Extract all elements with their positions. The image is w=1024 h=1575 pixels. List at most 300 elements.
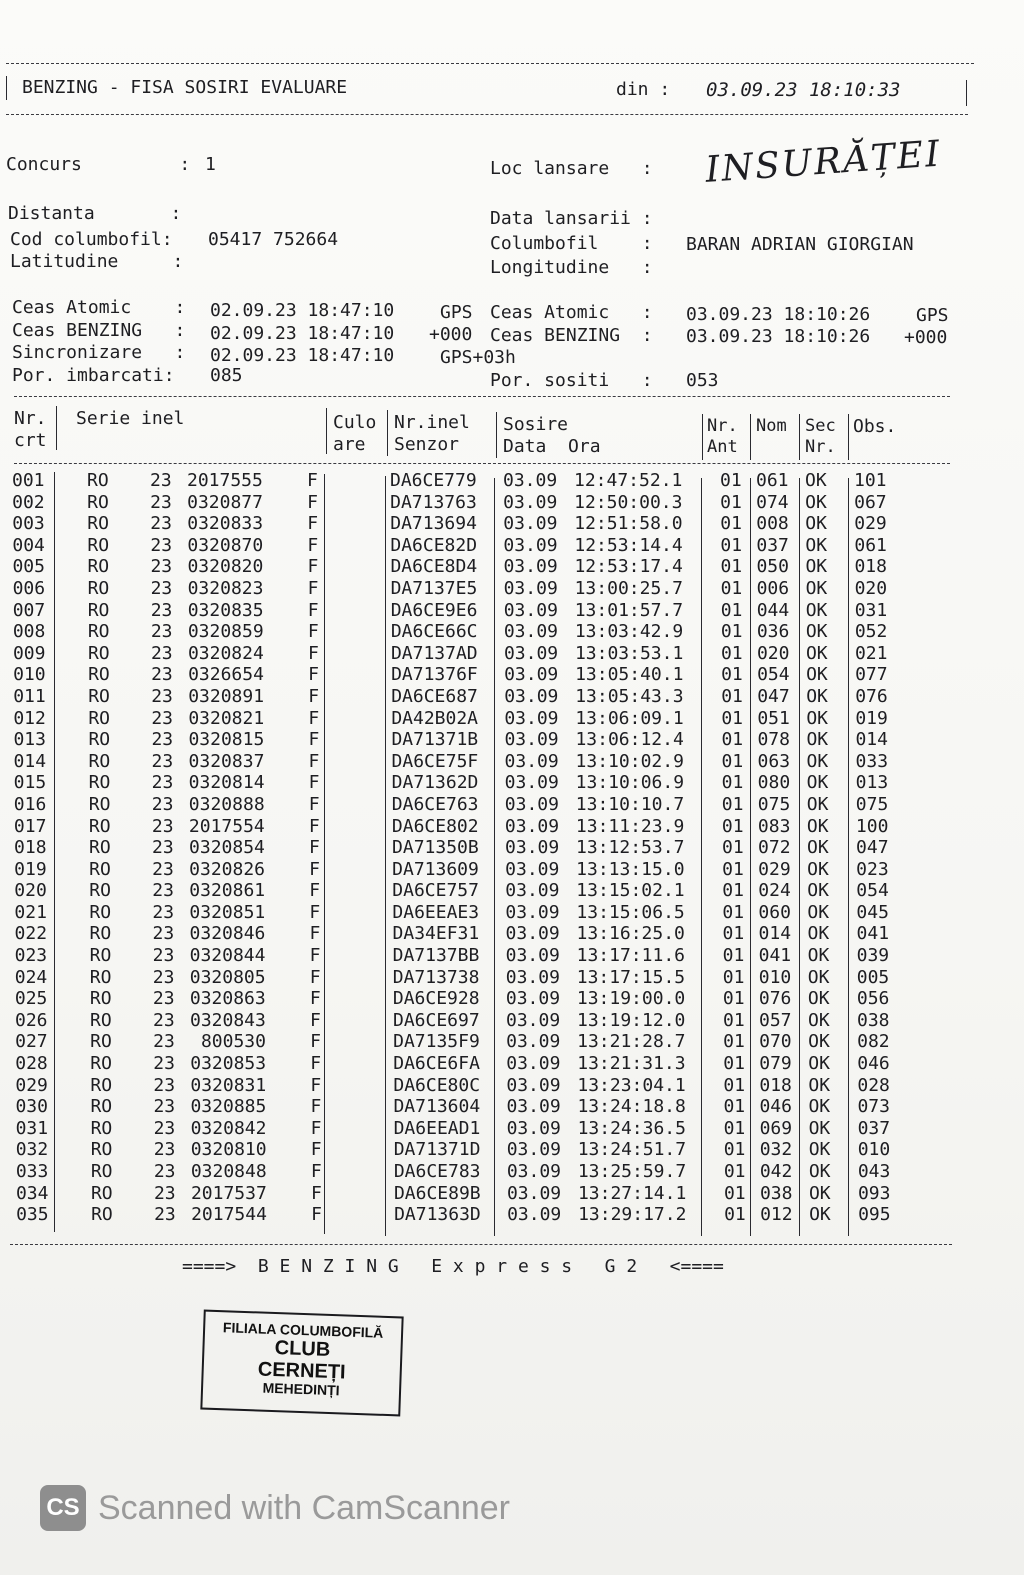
row-date: 03.09 <box>506 1161 562 1182</box>
row-date: 03.09 <box>506 1074 561 1096</box>
row-country: RO <box>88 729 111 751</box>
ceas-atomic-suffix: GPS <box>440 302 473 323</box>
row-sec: OK <box>807 880 829 902</box>
col-nrant-header-1: Nr. <box>707 416 738 436</box>
row-country: RO <box>87 577 110 599</box>
row-sex: F <box>307 642 319 664</box>
stamp-line-1: FILIALA COLUMBOFILĂ <box>222 1319 384 1341</box>
row-time: 13:21:28.7 <box>577 1031 686 1053</box>
row-antenna: 01 <box>722 966 745 988</box>
row-sensor: DA6CE89B <box>393 1182 481 1204</box>
row-year: 23 <box>150 577 173 599</box>
row-time: 13:06:09.1 <box>575 707 684 729</box>
row-sex: F <box>307 556 319 578</box>
row-year: 23 <box>153 1139 176 1161</box>
row-year: 23 <box>151 772 174 794</box>
stamp-line-2: CLUB <box>274 1337 331 1362</box>
row-antenna: 01 <box>723 1096 746 1118</box>
row-date: 03.09 <box>503 577 558 599</box>
row-ring: 0320854 <box>189 837 265 859</box>
row-year: 23 <box>153 1074 176 1096</box>
row-nom: 047 <box>757 685 790 707</box>
row-nom: 063 <box>757 750 791 772</box>
row-antenna: 01 <box>723 1117 746 1139</box>
table-row <box>0 492 1024 514</box>
row-country: RO <box>88 685 110 707</box>
row-sex: F <box>307 534 319 556</box>
sincronizare-label: Sincronizare : <box>12 342 186 363</box>
row-nr: 008 <box>12 621 46 643</box>
row-nom: 029 <box>758 858 791 880</box>
row-obs: 075 <box>855 793 889 815</box>
row-year: 23 <box>151 729 174 751</box>
row-obs: 095 <box>858 1204 891 1226</box>
row-ring: 0320851 <box>189 901 266 923</box>
row-sec: OK <box>808 1031 830 1053</box>
row-nr: 021 <box>14 901 47 923</box>
row-ring: 2017544 <box>191 1204 267 1226</box>
row-obs: 082 <box>857 1031 890 1053</box>
row-nr: 009 <box>12 642 46 664</box>
row-country: RO <box>87 599 110 621</box>
row-sensor: DA34EF31 <box>392 923 480 945</box>
row-sensor: DA71371D <box>393 1139 481 1161</box>
report-date-label: din : <box>616 79 671 100</box>
table-top-rule <box>14 396 950 397</box>
table-row <box>0 578 1024 600</box>
row-obs: 054 <box>856 880 889 902</box>
col-sec-header-1: Sec <box>805 416 836 436</box>
row-country: RO <box>90 1161 113 1182</box>
row-date: 03.09 <box>505 858 560 880</box>
table-row <box>0 470 1024 492</box>
row-time: 13:06:12.4 <box>575 729 684 751</box>
row-sex: F <box>310 1096 322 1118</box>
row-antenna: 01 <box>722 923 745 945</box>
row-antenna: 01 <box>721 664 743 686</box>
col-sep <box>750 414 751 460</box>
table-row <box>0 1183 1024 1205</box>
row-date: 03.09 <box>504 750 559 772</box>
row-obs: 073 <box>857 1096 890 1118</box>
row-sec: OK <box>808 1096 831 1118</box>
stamp-line-3: CERNEȚI <box>257 1358 346 1384</box>
club-stamp <box>200 1310 403 1417</box>
col-sep <box>702 414 703 460</box>
row-time: 13:10:02.9 <box>575 750 684 772</box>
row-obs: 077 <box>855 664 888 686</box>
row-sec: OK <box>809 1204 831 1226</box>
row-sec: OK <box>805 556 828 578</box>
row-time: 13:17:11.6 <box>576 945 685 967</box>
col-sosire-header-2: Data Ora <box>503 436 601 457</box>
row-country: RO <box>90 1139 113 1161</box>
col-sep <box>56 406 57 450</box>
por-imbarcati-label: Por. imbarcati: <box>12 365 175 386</box>
row-country: RO <box>89 945 112 967</box>
row-obs: 010 <box>857 1139 891 1161</box>
row-date: 03.09 <box>504 707 559 729</box>
distanta-label: Distanta : <box>8 203 182 224</box>
por-sositi-label: Por. sositi : <box>490 370 653 391</box>
row-nom: 061 <box>756 470 789 491</box>
row-antenna: 01 <box>722 945 745 967</box>
row-country: RO <box>87 556 110 578</box>
row-obs: 019 <box>855 707 888 729</box>
row-sec: OK <box>805 577 828 599</box>
row-ring: 0320815 <box>188 729 265 751</box>
row-sensor: DA71371B <box>391 729 479 751</box>
row-year: 23 <box>152 966 175 988</box>
row-obs: 037 <box>857 1117 891 1139</box>
row-nom: 008 <box>756 513 789 535</box>
row-sex: F <box>307 491 318 513</box>
row-ring: 0320842 <box>190 1117 267 1139</box>
row-sec: OK <box>805 491 827 513</box>
row-nr: 005 <box>12 556 45 578</box>
row-antenna: 01 <box>723 1053 745 1075</box>
row-sex: F <box>309 988 321 1010</box>
por-imbarcati-value: 085 <box>210 365 243 386</box>
row-date: 03.09 <box>503 599 558 621</box>
row-year: 23 <box>153 1009 175 1031</box>
row-sec: OK <box>808 1161 831 1182</box>
row-sec: OK <box>807 901 830 923</box>
row-year: 23 <box>153 1096 176 1118</box>
row-nr: 027 <box>15 1031 48 1053</box>
row-year: 23 <box>153 1182 176 1204</box>
row-obs: 045 <box>856 901 889 923</box>
loc-lansare-label: Loc lansare : <box>490 158 653 179</box>
row-obs: 041 <box>856 923 890 945</box>
row-date: 03.09 <box>506 1031 561 1053</box>
ceas-benzing-2-label: Ceas BENZING : <box>490 325 653 346</box>
row-country: RO <box>90 1182 113 1204</box>
row-country: RO <box>90 1031 112 1053</box>
table-row <box>0 1118 1024 1140</box>
row-sex: F <box>310 1161 322 1182</box>
row-year: 23 <box>151 685 173 707</box>
table-row <box>0 923 1024 945</box>
row-time: 12:53:17.4 <box>574 556 683 578</box>
row-obs: 013 <box>855 772 889 794</box>
row-sensor: DA713763 <box>390 491 477 513</box>
row-nom: 010 <box>758 966 792 988</box>
row-sex: F <box>309 901 321 923</box>
row-ring: 0320861 <box>189 880 266 902</box>
row-nom: 020 <box>756 642 790 664</box>
row-obs: 047 <box>856 837 889 859</box>
longitudine-label: Longitudine : <box>490 257 653 278</box>
col-sep <box>387 410 388 456</box>
row-country: RO <box>88 707 110 729</box>
row-nom: 078 <box>757 729 790 751</box>
row-nom: 042 <box>759 1161 793 1182</box>
row-nr: 025 <box>14 988 48 1010</box>
row-year: 23 <box>152 923 175 945</box>
row-sensor: DA6EEAD1 <box>393 1117 481 1139</box>
row-sec: OK <box>808 1074 831 1096</box>
col-sep <box>848 414 849 460</box>
row-antenna: 01 <box>721 772 744 794</box>
table-row <box>0 1096 1024 1118</box>
row-antenna: 01 <box>723 1182 746 1204</box>
row-nom: 050 <box>756 556 789 578</box>
row-sec: OK <box>806 772 829 794</box>
row-ring: 0320846 <box>189 923 266 945</box>
row-sex: F <box>309 966 321 988</box>
row-date: 03.09 <box>506 1053 561 1075</box>
row-sec: OK <box>808 1053 830 1075</box>
row-nr: 004 <box>12 534 45 556</box>
row-time: 12:53:14.4 <box>574 534 683 556</box>
row-year: 23 <box>151 793 174 815</box>
sincronizare-value: 02.09.23 18:47:10 <box>210 345 395 366</box>
row-sec: OK <box>805 642 828 664</box>
row-antenna: 01 <box>722 858 744 880</box>
col-nr-header-1: Nr. <box>14 408 47 429</box>
row-sec: OK <box>806 750 829 772</box>
row-ring: 0320831 <box>190 1074 267 1096</box>
table-row <box>0 621 1024 643</box>
row-sex: F <box>307 513 319 535</box>
row-obs: 018 <box>854 556 887 578</box>
row-nr: 001 <box>12 470 45 491</box>
row-antenna: 01 <box>720 599 743 621</box>
row-nom: 051 <box>757 707 790 729</box>
benzing-express-footer: ====> B E N Z I N G E x p r e s s G 2 <==== <box>182 1256 724 1277</box>
row-nom: 012 <box>760 1204 793 1226</box>
row-time: 13:19:12.0 <box>577 1009 686 1031</box>
row-country: RO <box>90 1117 113 1139</box>
row-country: RO <box>87 621 110 643</box>
header-right-bar <box>966 80 967 106</box>
row-nr: 010 <box>13 664 46 686</box>
row-time: 13:05:40.1 <box>575 664 684 686</box>
row-antenna: 01 <box>720 491 742 513</box>
row-sex: F <box>310 1182 322 1204</box>
row-time: 13:12:53.7 <box>576 837 685 859</box>
row-date: 03.09 <box>505 880 560 902</box>
row-date: 03.09 <box>505 945 560 967</box>
row-country: RO <box>88 664 110 686</box>
row-nr: 007 <box>12 599 46 621</box>
row-sensor: DA6CE779 <box>390 470 477 491</box>
row-nr: 030 <box>15 1096 48 1118</box>
col-sep <box>799 414 800 460</box>
row-sensor: DA6CE928 <box>392 988 480 1010</box>
row-country: RO <box>87 470 109 491</box>
row-obs: 020 <box>854 577 888 599</box>
row-country: RO <box>89 966 112 988</box>
row-nr: 002 <box>12 491 45 513</box>
row-sensor: DA7135F9 <box>393 1031 480 1053</box>
camscanner-text: Scanned with CamScanner <box>98 1488 511 1527</box>
row-time: 13:03:42.9 <box>574 621 684 643</box>
row-obs: 100 <box>855 815 889 837</box>
header-top-rule <box>6 63 974 64</box>
columbofil-value: BARAN ADRIAN GIORGIAN <box>686 234 914 255</box>
row-ring: 0320885 <box>190 1096 267 1118</box>
row-nr: 026 <box>15 1009 48 1031</box>
por-sositi-value: 053 <box>686 370 719 391</box>
row-country: RO <box>87 513 109 535</box>
row-ring: 800530 <box>190 1031 266 1053</box>
row-sex: F <box>308 793 320 815</box>
row-nr: 013 <box>13 729 46 751</box>
row-ring: 2017554 <box>188 815 265 837</box>
table-row <box>0 1075 1024 1097</box>
row-date: 03.09 <box>504 772 559 794</box>
col-culoare-header-1: Culo <box>333 412 377 433</box>
row-nr: 006 <box>12 577 46 599</box>
row-date: 03.09 <box>507 1204 562 1226</box>
row-sec: OK <box>807 945 830 967</box>
row-nr: 012 <box>13 707 46 729</box>
row-antenna: 01 <box>721 685 743 707</box>
table-row <box>0 1053 1024 1075</box>
table-row <box>0 794 1024 816</box>
row-sensor: DA6CE8D4 <box>390 556 478 578</box>
row-sensor: DA71363D <box>394 1204 481 1226</box>
row-nom: 072 <box>758 837 791 859</box>
row-country: RO <box>90 1009 112 1031</box>
row-sec: OK <box>808 1009 830 1031</box>
row-country: RO <box>88 750 111 772</box>
row-year: 23 <box>151 707 173 729</box>
header-bottom-rule <box>6 114 968 115</box>
ceas-atomic-2-value: 03.09.23 18:10:26 <box>686 304 871 325</box>
row-time: 13:15:06.5 <box>576 901 685 923</box>
row-sec: OK <box>807 988 830 1010</box>
table-row <box>0 902 1024 924</box>
row-antenna: 01 <box>723 1161 746 1182</box>
table-row <box>0 513 1024 535</box>
row-ring: 0320835 <box>187 599 264 621</box>
row-obs: 046 <box>857 1053 890 1075</box>
row-sensor: DA6CE687 <box>391 685 478 707</box>
row-sensor: DA6CE757 <box>392 880 479 902</box>
row-nom: 038 <box>759 1182 793 1204</box>
row-nom: 069 <box>759 1117 793 1139</box>
table-row <box>0 751 1024 773</box>
row-year: 23 <box>150 491 172 513</box>
row-time: 13:10:06.9 <box>575 772 685 794</box>
row-ring: 0320853 <box>190 1053 267 1075</box>
row-time: 12:50:00.3 <box>574 491 683 513</box>
header-left-bar <box>6 76 7 100</box>
row-sex: F <box>309 858 320 880</box>
row-ring: 0320820 <box>187 556 264 578</box>
row-sex: F <box>308 664 319 686</box>
row-country: RO <box>87 534 110 556</box>
row-sensor: DA6CE66C <box>390 621 478 643</box>
row-ring: 0320844 <box>189 945 266 967</box>
row-sex: F <box>308 707 320 729</box>
row-antenna: 01 <box>723 1139 746 1161</box>
row-country: RO <box>89 901 112 923</box>
table-row <box>0 643 1024 665</box>
col-culoare-header-2: are <box>333 434 366 455</box>
table-row <box>0 859 1024 881</box>
col-nrinel-header-1: Nr.inel <box>394 412 470 433</box>
row-year: 23 <box>150 621 173 643</box>
row-date: 03.09 <box>505 837 560 859</box>
row-ring: 0320837 <box>188 750 265 772</box>
row-ring: 0320848 <box>190 1161 267 1182</box>
row-sensor: DA71362D <box>391 772 479 794</box>
table-row <box>0 967 1024 989</box>
row-year: 23 <box>150 470 172 491</box>
row-obs: 067 <box>854 491 887 513</box>
row-sex: F <box>309 837 320 859</box>
row-sex: F <box>310 1009 321 1031</box>
row-country: RO <box>90 1053 112 1075</box>
row-sec: OK <box>805 470 827 491</box>
row-country: RO <box>89 880 111 902</box>
row-sec: OK <box>808 1117 831 1139</box>
row-sensor: DA71350B <box>392 837 479 859</box>
row-ring: 0320863 <box>189 988 266 1010</box>
row-ring: 0320877 <box>187 491 263 513</box>
row-nr: 018 <box>14 837 47 859</box>
row-nom: 083 <box>757 815 791 837</box>
row-nom: 032 <box>759 1139 793 1161</box>
row-sensor: DA713604 <box>393 1096 481 1118</box>
row-country: RO <box>90 1074 113 1096</box>
row-sensor: DA6EEAE3 <box>392 901 480 923</box>
row-nr: 034 <box>15 1182 49 1204</box>
row-date: 03.09 <box>503 621 559 643</box>
row-time: 13:24:18.8 <box>577 1096 686 1118</box>
stamp-line-4: MEHEDINȚI <box>262 1380 340 1399</box>
table-row <box>0 708 1024 730</box>
row-obs: 052 <box>854 621 888 643</box>
row-date: 03.09 <box>504 729 559 751</box>
row-nom: 046 <box>759 1096 792 1118</box>
row-obs: 023 <box>856 858 889 880</box>
row-year: 23 <box>151 664 173 686</box>
col-sosire-header-1: Sosire <box>503 414 569 435</box>
row-obs: 043 <box>857 1161 891 1182</box>
concurs-value: 1 <box>205 154 216 175</box>
row-ring: 0320888 <box>188 793 265 815</box>
ceas-benzing-label: Ceas BENZING : <box>12 320 186 341</box>
loc-lansare-handwritten: INSURĂȚEI <box>704 133 943 191</box>
row-time: 13:10:10.7 <box>575 793 685 815</box>
row-obs: 039 <box>856 945 890 967</box>
table-row <box>0 837 1024 859</box>
row-sex: F <box>307 577 319 599</box>
row-sex: F <box>310 1074 322 1096</box>
row-obs: 031 <box>854 599 888 621</box>
row-sec: OK <box>805 599 828 621</box>
row-nr: 031 <box>15 1117 49 1139</box>
camscanner-watermark <box>40 1485 510 1531</box>
latitudine-label: Latitudine : <box>10 251 184 272</box>
row-antenna: 01 <box>722 837 744 859</box>
row-ring: 0320821 <box>188 707 265 729</box>
row-sex: F <box>308 772 320 794</box>
row-ring: 0320805 <box>189 966 266 988</box>
row-sex: F <box>307 621 319 643</box>
col-serie-header: Serie inel <box>76 408 185 429</box>
row-antenna: 01 <box>723 1031 745 1053</box>
row-year: 23 <box>150 534 173 556</box>
table-row <box>0 664 1024 686</box>
row-antenna: 01 <box>723 1009 745 1031</box>
row-nom: 054 <box>757 664 790 686</box>
